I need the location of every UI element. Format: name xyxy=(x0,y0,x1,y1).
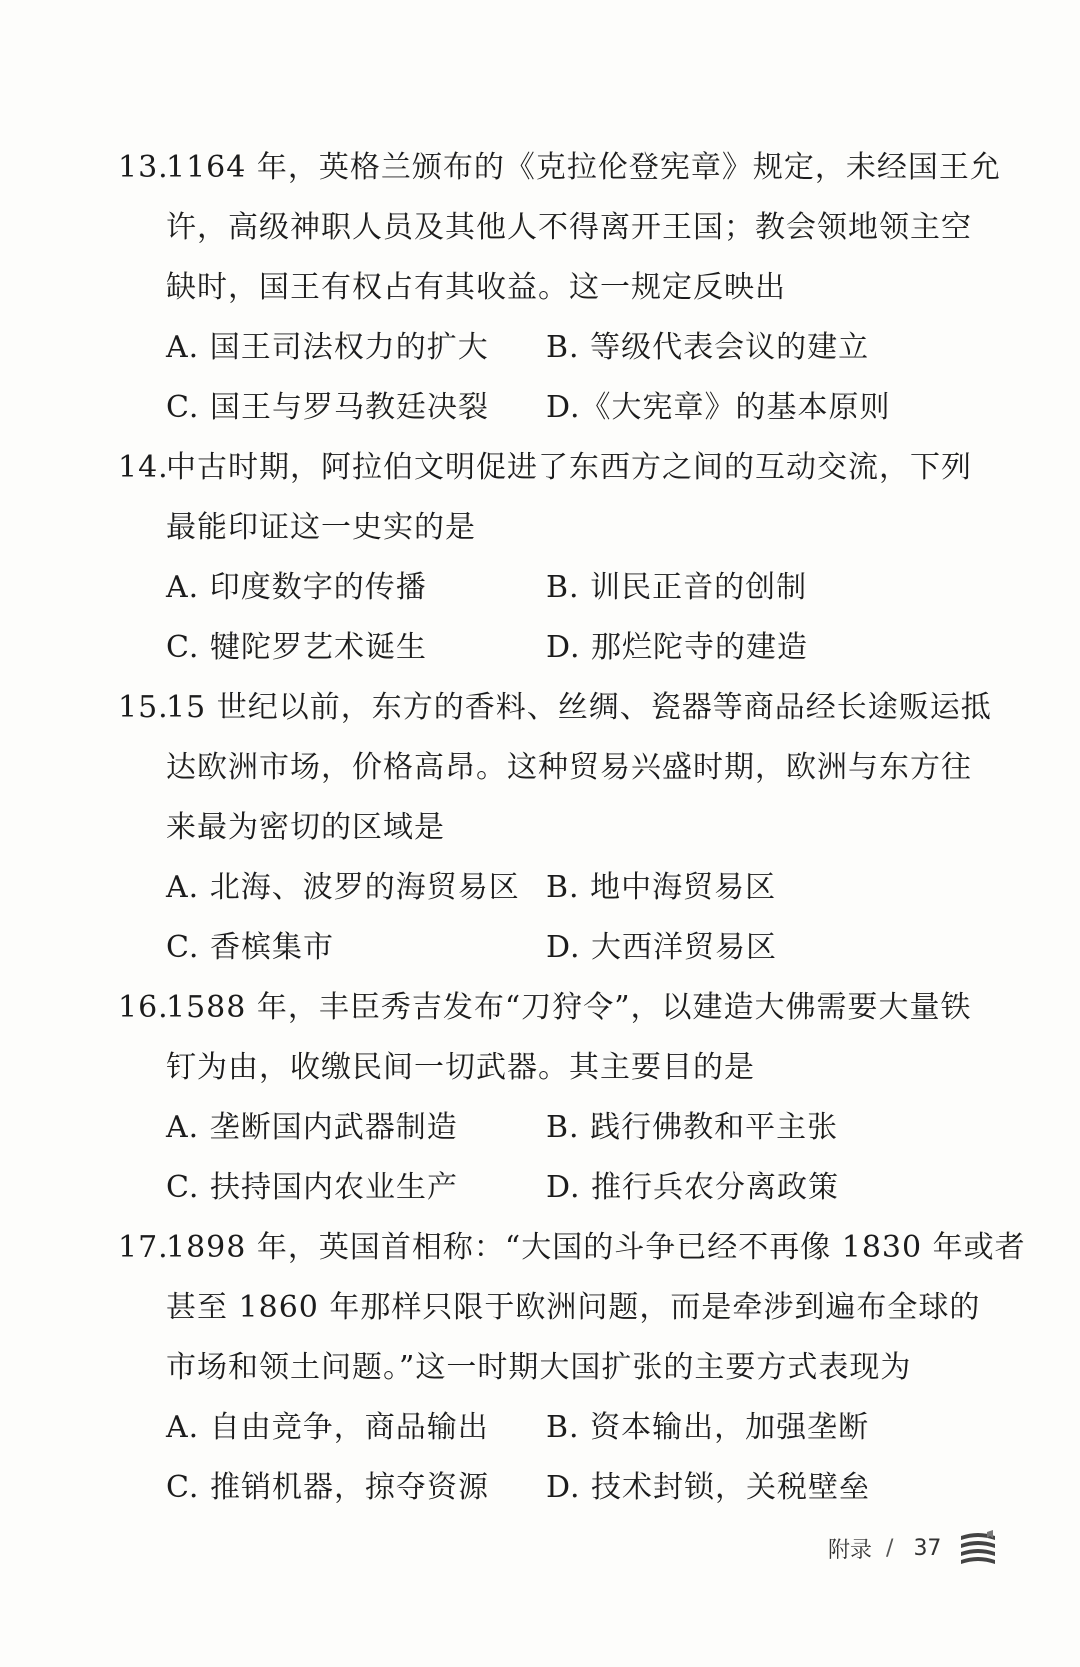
question-15 xyxy=(118,678,992,978)
answer-option: B. 等级代表会议的建立 xyxy=(546,330,870,365)
question-stem-line: 甚至 1860 年那样只限于欧洲问题，而是牵涉到遍布全球的 xyxy=(166,1290,981,1325)
question-list xyxy=(118,138,1026,1518)
question-stem-text: 1898 年，英国首相称：“大国的斗争已经不再像 1830 年或者 xyxy=(166,1230,1026,1265)
answer-option: C. 扶持国内农业生产 xyxy=(166,1170,458,1205)
option-row xyxy=(166,858,948,918)
answer-option: C. 国王与罗马教廷决裂 xyxy=(166,390,489,425)
question-stem-text: 中古时期，阿拉伯文明促进了东西方之间的互动交流，下列 xyxy=(166,450,972,485)
question-stem-line: 缺时，国王有权占有其收益。这一规定反映出 xyxy=(166,270,786,305)
answer-option: A. 国王司法权力的扩大 xyxy=(166,330,489,365)
question-16 xyxy=(118,978,972,1218)
answer-option: D. 大西洋贸易区 xyxy=(546,930,778,965)
question-number: 17. xyxy=(118,1230,169,1265)
question-stem-line xyxy=(118,978,972,1038)
question-stem-line: 达欧洲市场，价格高昂。这种贸易兴盛时期，欧洲与东方往 xyxy=(166,750,972,785)
question-stem-line xyxy=(118,138,1001,198)
option-row xyxy=(166,1398,948,1458)
answer-option: A. 北海、波罗的海贸易区 xyxy=(166,870,520,905)
page-footer xyxy=(828,1528,999,1568)
question-stem-line: 钉为由，收缴民间一切武器。其主要目的是 xyxy=(166,1050,755,1085)
answer-options xyxy=(118,1098,948,1218)
answer-option: B. 地中海贸易区 xyxy=(546,870,777,905)
answer-options xyxy=(118,318,948,438)
answer-option: C. 推销机器，掠夺资源 xyxy=(166,1470,489,1505)
answer-option: A. 垄断国内武器制造 xyxy=(166,1110,458,1145)
footer-section-label: 附录 xyxy=(828,1537,873,1563)
option-row xyxy=(166,1098,948,1158)
question-number: 15. xyxy=(118,690,169,725)
question-stem-line xyxy=(118,678,992,738)
question-14 xyxy=(118,438,972,678)
answer-options xyxy=(118,558,948,678)
answer-option: D. 推行兵农分离政策 xyxy=(546,1170,840,1205)
answer-option: B. 训民正音的创制 xyxy=(546,570,808,605)
option-row xyxy=(166,918,948,978)
question-17 xyxy=(118,1218,1026,1518)
question-stem-line xyxy=(118,1218,1026,1278)
question-stem-line: 来最为密切的区域是 xyxy=(166,810,445,845)
answer-option: D.《大宪章》的基本原则 xyxy=(546,390,891,425)
question-number: 13. xyxy=(118,150,169,185)
answer-option: A. 印度数字的传播 xyxy=(166,570,427,605)
answer-option: C. 香槟集市 xyxy=(166,930,334,965)
option-row xyxy=(166,618,948,678)
page-number: 37 xyxy=(913,1535,942,1561)
book-stack-icon xyxy=(957,1528,999,1568)
question-13 xyxy=(118,138,1001,438)
question-stem-line xyxy=(118,438,972,498)
option-row xyxy=(166,1458,948,1518)
question-number: 16. xyxy=(118,990,169,1025)
answer-option: B. 践行佛教和平主张 xyxy=(546,1110,839,1145)
question-stem-line: 许，高级神职人员及其他人不得离开王国；教会领地领主空 xyxy=(166,210,972,245)
option-row xyxy=(166,1158,948,1218)
answer-option: D. 那烂陀寺的建造 xyxy=(546,630,809,665)
answer-option: A. 自由竞争，商品输出 xyxy=(166,1410,489,1445)
question-stem-text: 1588 年，丰臣秀吉发布“刀狩令”，以建造大佛需要大量铁 xyxy=(166,990,972,1025)
answer-option: C. 犍陀罗艺术诞生 xyxy=(166,630,427,665)
option-row xyxy=(166,318,948,378)
question-number: 14. xyxy=(118,450,169,485)
answer-options xyxy=(118,1398,948,1518)
question-stem-line: 市场和领土问题。”这一时期大国扩张的主要方式表现为 xyxy=(166,1350,912,1385)
option-row xyxy=(166,558,948,618)
footer-separator: / xyxy=(886,1535,894,1561)
answer-options xyxy=(118,858,948,978)
question-stem-line: 最能印证这一史实的是 xyxy=(166,510,476,545)
option-row xyxy=(166,378,948,438)
question-stem-text: 1164 年，英格兰颁布的《克拉伦登宪章》规定，未经国王允 xyxy=(166,150,1001,185)
answer-option: B. 资本输出，加强垄断 xyxy=(546,1410,870,1445)
answer-option: D. 技术封锁，关税壁垒 xyxy=(546,1470,871,1505)
question-stem-text: 15 世纪以前，东方的香料、丝绸、瓷器等商品经长途贩运抵 xyxy=(166,690,992,725)
